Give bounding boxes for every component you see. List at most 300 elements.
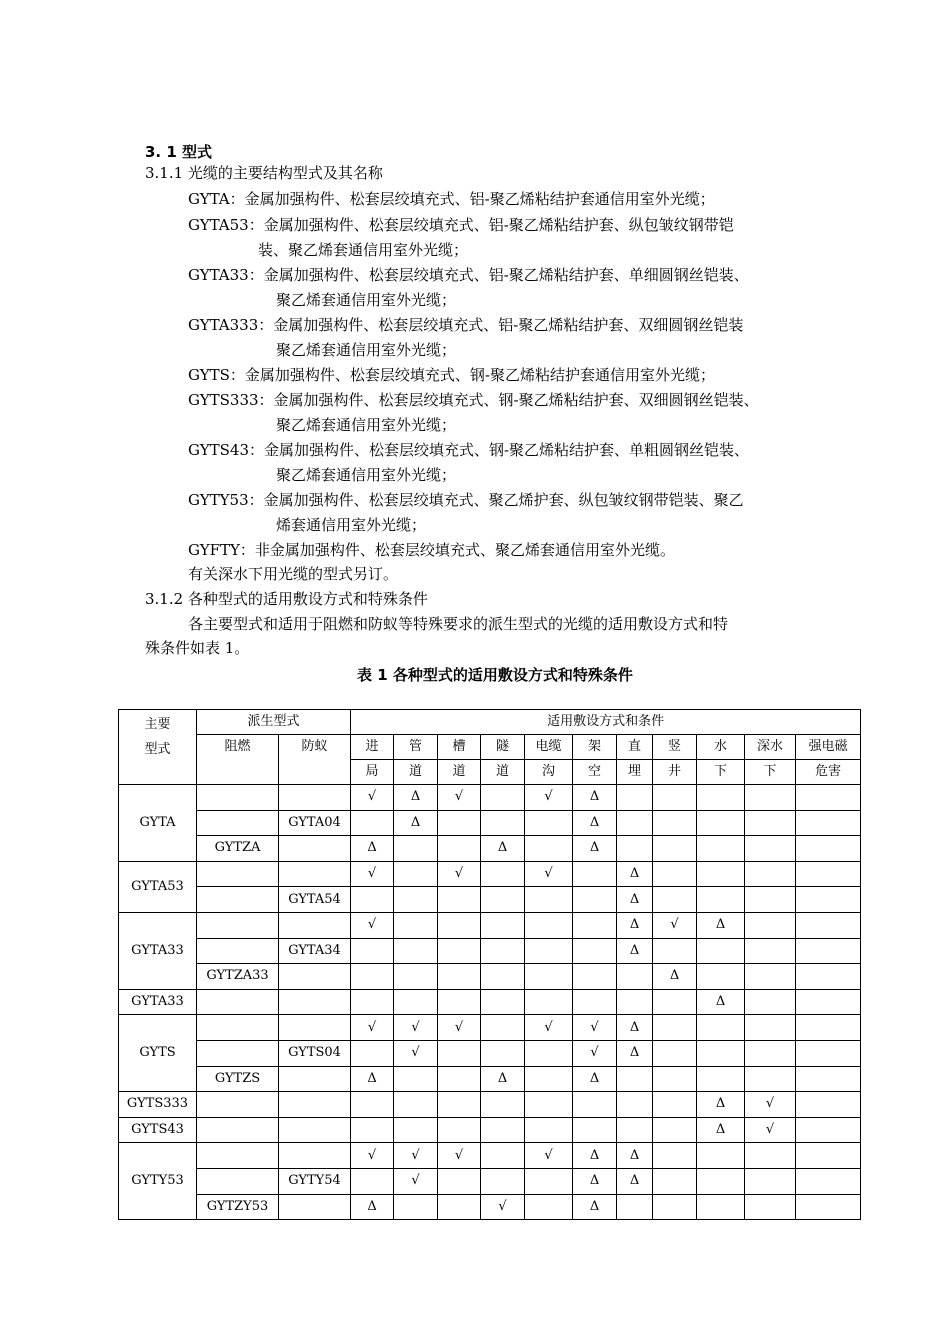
table-row: [119, 989, 861, 1015]
termite-proof-cell: GYTS04: [279, 1040, 351, 1066]
subsection-title-3-1-1: 3.1.1 光缆的主要结构型式及其名称: [145, 164, 383, 182]
method-mark-cell: [745, 1194, 796, 1220]
header-main-type-line2: 型式: [144, 742, 171, 757]
method-mark-cell: Δ: [697, 1117, 745, 1143]
flame-retardant-cell: [197, 1143, 279, 1169]
method-mark-cell: [394, 887, 438, 913]
flame-retardant-cell: [197, 1092, 279, 1118]
method-mark-cell: [745, 1066, 796, 1092]
flame-retardant-cell: [197, 1117, 279, 1143]
method-mark-cell: [481, 810, 525, 836]
method-mark-cell: [697, 861, 745, 887]
method-mark-cell: [481, 989, 525, 1015]
header-termite-proof: 防蚁: [279, 735, 351, 785]
method-mark-cell: [351, 1168, 394, 1194]
cable-type-item-continuation: 烯套通信用室外光缆；: [276, 516, 427, 534]
method-mark-cell: [573, 1117, 617, 1143]
method-mark-cell: √: [351, 1143, 394, 1169]
method-mark-cell: [617, 1117, 653, 1143]
method-mark-cell: [438, 1092, 481, 1118]
flame-retardant-cell: [197, 989, 279, 1015]
method-mark-cell: Δ: [617, 1168, 653, 1194]
main-type-cell: GYTY53: [119, 1143, 197, 1220]
method-mark-cell: [525, 964, 573, 990]
method-mark-cell: √: [394, 1015, 438, 1041]
flame-retardant-cell: [197, 887, 279, 913]
method-mark-cell: [796, 1194, 861, 1220]
method-mark-cell: [796, 810, 861, 836]
method-mark-cell: [394, 1194, 438, 1220]
method-mark-cell: [351, 938, 394, 964]
method-mark-cell: [525, 1092, 573, 1118]
method-mark-cell: [617, 989, 653, 1015]
table-row: [119, 1066, 861, 1092]
method-mark-cell: Δ: [617, 861, 653, 887]
method-mark-cell: Δ: [573, 810, 617, 836]
termite-proof-cell: [279, 1117, 351, 1143]
cable-type-item: GYTS333：金属加强构件、松套层绞填充式、钢-聚乙烯粘结护套、双细圆钢丝铠装、: [188, 391, 759, 409]
note-deepwater: 有关深水下用光缆的型式另订。: [188, 565, 399, 583]
method-mark-cell: Δ: [697, 1092, 745, 1118]
method-mark-cell: Δ: [394, 785, 438, 811]
method-header-line1: 深水: [745, 735, 796, 760]
method-mark-cell: [617, 785, 653, 811]
method-mark-cell: [525, 1066, 573, 1092]
method-mark-cell: [481, 1040, 525, 1066]
method-mark-cell: [745, 861, 796, 887]
cable-type-item: GYTA333：金属加强构件、松套层绞填充式、铝-聚乙烯粘结护套、双细圆钢丝铠装: [188, 316, 744, 334]
cable-type-item: GYTA33：金属加强构件、松套层绞填充式、铝-聚乙烯粘结护套、单细圆钢丝铠装、: [188, 266, 749, 284]
method-mark-cell: [351, 887, 394, 913]
method-mark-cell: [653, 861, 697, 887]
table-row: [119, 887, 861, 913]
method-mark-cell: [438, 1066, 481, 1092]
method-mark-cell: [394, 989, 438, 1015]
method-mark-cell: Δ: [697, 912, 745, 938]
method-header-line2: 道: [481, 760, 525, 785]
method-mark-cell: Δ: [573, 1066, 617, 1092]
laying-method-table: [118, 709, 861, 1220]
method-mark-cell: Δ: [653, 964, 697, 990]
method-mark-cell: √: [438, 1143, 481, 1169]
method-mark-cell: [697, 1066, 745, 1092]
method-header-line1: 电缆: [525, 735, 573, 760]
table-row: [119, 1015, 861, 1041]
method-mark-cell: [653, 1066, 697, 1092]
main-type-cell: GYTS333: [119, 1092, 197, 1118]
method-mark-cell: [653, 785, 697, 811]
method-mark-cell: [573, 989, 617, 1015]
header-main-type: [119, 710, 197, 785]
flame-retardant-cell: [197, 785, 279, 811]
termite-proof-cell: [279, 1066, 351, 1092]
method-mark-cell: [617, 1066, 653, 1092]
method-mark-cell: [573, 861, 617, 887]
method-header-line1: 隧: [481, 735, 525, 760]
method-mark-cell: √: [351, 912, 394, 938]
method-mark-cell: Δ: [481, 836, 525, 862]
method-header-line1: 进: [351, 735, 394, 760]
method-mark-cell: Δ: [617, 938, 653, 964]
method-mark-cell: [394, 1066, 438, 1092]
method-mark-cell: [573, 938, 617, 964]
method-header-line2: 埋: [617, 760, 653, 785]
method-mark-cell: [438, 989, 481, 1015]
method-mark-cell: [745, 1143, 796, 1169]
main-type-cell: GYTA33: [119, 989, 197, 1015]
method-mark-cell: [796, 912, 861, 938]
method-mark-cell: [745, 836, 796, 862]
method-mark-cell: [394, 938, 438, 964]
method-mark-cell: [525, 1194, 573, 1220]
method-mark-cell: [438, 836, 481, 862]
table-row: [119, 1143, 861, 1169]
termite-proof-cell: GYTY54: [279, 1168, 351, 1194]
main-type-cell: GYTS43: [119, 1117, 197, 1143]
method-mark-cell: Δ: [697, 989, 745, 1015]
table-row: [119, 1040, 861, 1066]
method-header-line2: 危害: [796, 760, 861, 785]
method-mark-cell: [481, 1143, 525, 1169]
method-mark-cell: √: [351, 861, 394, 887]
method-header-line2: 空: [573, 760, 617, 785]
table-row: [119, 861, 861, 887]
method-mark-cell: √: [525, 1143, 573, 1169]
method-mark-cell: [796, 1040, 861, 1066]
method-mark-cell: Δ: [394, 810, 438, 836]
method-mark-cell: [796, 1168, 861, 1194]
subsection-title-3-1-2: 3.1.2 各种型式的适用敷设方式和特殊条件: [145, 590, 428, 608]
method-mark-cell: [745, 912, 796, 938]
method-mark-cell: [394, 964, 438, 990]
method-mark-cell: [525, 938, 573, 964]
method-header-line2: 沟: [525, 760, 573, 785]
method-mark-cell: [745, 1168, 796, 1194]
method-mark-cell: [745, 810, 796, 836]
cable-type-item: GYTS：金属加强构件、松套层绞填充式、钢-聚乙烯粘结护套通信用室外光缆；: [188, 366, 715, 384]
method-mark-cell: [796, 1117, 861, 1143]
method-mark-cell: [525, 1040, 573, 1066]
method-mark-cell: [745, 989, 796, 1015]
method-mark-cell: [653, 938, 697, 964]
method-mark-cell: [481, 938, 525, 964]
method-mark-cell: [438, 1040, 481, 1066]
flame-retardant-cell: GYTZA: [197, 836, 279, 862]
flame-retardant-cell: [197, 810, 279, 836]
main-type-cell: GYTA53: [119, 861, 197, 912]
method-mark-cell: [653, 1117, 697, 1143]
method-mark-cell: [525, 912, 573, 938]
method-mark-cell: [394, 836, 438, 862]
method-mark-cell: Δ: [573, 836, 617, 862]
method-mark-cell: [697, 938, 745, 964]
method-mark-cell: √: [394, 1143, 438, 1169]
paragraph-line-1: 各主要型式和适用于阻燃和防蚁等特殊要求的派生型式的光缆的适用敷设方式和特: [188, 615, 729, 633]
method-mark-cell: √: [394, 1168, 438, 1194]
method-mark-cell: Δ: [617, 912, 653, 938]
method-mark-cell: √: [351, 1015, 394, 1041]
main-type-cell: GYTA33: [119, 912, 197, 989]
method-mark-cell: √: [573, 1040, 617, 1066]
method-mark-cell: [653, 1143, 697, 1169]
method-mark-cell: [573, 1092, 617, 1118]
method-mark-cell: [438, 938, 481, 964]
method-mark-cell: [745, 964, 796, 990]
table-row: [119, 1194, 861, 1220]
table-row: [119, 912, 861, 938]
cable-type-item-continuation: 装、聚乙烯套通信用室外光缆；: [258, 241, 469, 259]
method-mark-cell: [697, 887, 745, 913]
method-mark-cell: [394, 1117, 438, 1143]
method-mark-cell: [617, 1194, 653, 1220]
method-mark-cell: Δ: [573, 1143, 617, 1169]
method-mark-cell: [697, 964, 745, 990]
method-mark-cell: [525, 810, 573, 836]
method-mark-cell: √: [745, 1117, 796, 1143]
method-mark-cell: [697, 1040, 745, 1066]
method-header-line2: 局: [351, 760, 394, 785]
cable-type-item-continuation: 聚乙烯套通信用室外光缆；: [276, 466, 457, 484]
method-mark-cell: [438, 810, 481, 836]
cable-type-item: GYFTY：非金属加强构件、松套层绞填充式、聚乙烯套通信用室外光缆。: [188, 541, 675, 559]
method-mark-cell: [525, 887, 573, 913]
header-laying-methods: 适用敷设方式和条件: [351, 710, 861, 735]
method-mark-cell: [796, 1143, 861, 1169]
method-mark-cell: √: [525, 785, 573, 811]
method-mark-cell: [796, 989, 861, 1015]
method-mark-cell: [525, 989, 573, 1015]
method-mark-cell: [745, 785, 796, 811]
method-mark-cell: [617, 1092, 653, 1118]
table-caption: 表 1 各种型式的适用敷设方式和特殊条件: [357, 666, 633, 684]
method-mark-cell: [481, 1117, 525, 1143]
method-mark-cell: Δ: [351, 1194, 394, 1220]
termite-proof-cell: [279, 1092, 351, 1118]
cable-type-item: GYTS43：金属加强构件、松套层绞填充式、钢-聚乙烯粘结护套、单粗圆钢丝铠装、: [188, 441, 750, 459]
method-mark-cell: [653, 1015, 697, 1041]
termite-proof-cell: [279, 861, 351, 887]
termite-proof-cell: [279, 1194, 351, 1220]
method-mark-cell: [481, 785, 525, 811]
main-type-cell: GYTA: [119, 785, 197, 862]
method-mark-cell: [653, 1040, 697, 1066]
cable-type-item-continuation: 聚乙烯套通信用室外光缆；: [276, 416, 457, 434]
method-header-line2: 井: [653, 760, 697, 785]
cable-type-item: GYTY53：金属加强构件、松套层绞填充式、聚乙烯护套、纵包皱纹钢带铠装、聚乙: [188, 491, 744, 509]
method-mark-cell: Δ: [617, 887, 653, 913]
method-mark-cell: [438, 1117, 481, 1143]
method-mark-cell: Δ: [573, 785, 617, 811]
method-mark-cell: √: [573, 1015, 617, 1041]
method-mark-cell: [697, 810, 745, 836]
method-mark-cell: [697, 1168, 745, 1194]
method-mark-cell: [653, 989, 697, 1015]
method-mark-cell: [653, 1194, 697, 1220]
section-heading: 3. 1 型式: [145, 143, 213, 161]
method-mark-cell: [617, 964, 653, 990]
method-mark-cell: [351, 1092, 394, 1118]
method-mark-cell: [351, 989, 394, 1015]
flame-retardant-cell: [197, 912, 279, 938]
header-main-type-line1: 主要: [144, 717, 171, 732]
method-mark-cell: √: [653, 912, 697, 938]
method-mark-cell: [653, 810, 697, 836]
method-mark-cell: √: [351, 785, 394, 811]
method-mark-cell: [796, 938, 861, 964]
method-mark-cell: Δ: [573, 1194, 617, 1220]
method-mark-cell: √: [525, 1015, 573, 1041]
termite-proof-cell: GYTA34: [279, 938, 351, 964]
method-mark-cell: √: [481, 1194, 525, 1220]
method-mark-cell: Δ: [617, 1040, 653, 1066]
termite-proof-cell: [279, 1015, 351, 1041]
method-mark-cell: [796, 887, 861, 913]
table-row: [119, 1117, 861, 1143]
method-mark-cell: [653, 1168, 697, 1194]
method-mark-cell: [351, 810, 394, 836]
method-mark-cell: [796, 836, 861, 862]
method-mark-cell: [745, 1040, 796, 1066]
method-mark-cell: [653, 887, 697, 913]
method-header-line2: 道: [394, 760, 438, 785]
method-mark-cell: [525, 836, 573, 862]
method-mark-cell: √: [745, 1092, 796, 1118]
termite-proof-cell: [279, 785, 351, 811]
method-mark-cell: [573, 912, 617, 938]
method-mark-cell: [617, 836, 653, 862]
method-header-line1: 水: [697, 735, 745, 760]
table-row: [119, 785, 861, 811]
method-header-line2: 道: [438, 760, 481, 785]
termite-proof-cell: [279, 989, 351, 1015]
header-derived-type: 派生型式: [197, 710, 351, 735]
method-mark-cell: Δ: [573, 1168, 617, 1194]
method-mark-cell: [438, 964, 481, 990]
method-mark-cell: [697, 785, 745, 811]
method-mark-cell: [697, 1194, 745, 1220]
termite-proof-cell: [279, 964, 351, 990]
method-mark-cell: [796, 1015, 861, 1041]
method-mark-cell: [481, 861, 525, 887]
method-mark-cell: [573, 964, 617, 990]
cable-type-item: GYTA53：金属加强构件、松套层绞填充式、铝-聚乙烯粘结护套、纵包皱纹钢带铠: [188, 216, 734, 234]
method-mark-cell: [394, 861, 438, 887]
method-mark-cell: [745, 938, 796, 964]
flame-retardant-cell: [197, 1040, 279, 1066]
termite-proof-cell: GYTA54: [279, 887, 351, 913]
header-row-1: [119, 710, 861, 735]
flame-retardant-cell: GYTZS: [197, 1066, 279, 1092]
method-mark-cell: √: [438, 861, 481, 887]
cable-type-item-continuation: 聚乙烯套通信用室外光缆；: [276, 341, 457, 359]
method-mark-cell: [573, 887, 617, 913]
method-mark-cell: √: [394, 1040, 438, 1066]
method-mark-cell: Δ: [481, 1066, 525, 1092]
method-header-line1: 竖: [653, 735, 697, 760]
method-mark-cell: [481, 964, 525, 990]
flame-retardant-cell: GYTZY53: [197, 1194, 279, 1220]
main-type-cell: GYTS: [119, 1015, 197, 1092]
method-header-line1: 直: [617, 735, 653, 760]
method-mark-cell: [351, 1040, 394, 1066]
flame-retardant-cell: [197, 938, 279, 964]
method-mark-cell: [525, 1168, 573, 1194]
method-mark-cell: Δ: [351, 836, 394, 862]
method-header-line2: 下: [697, 760, 745, 785]
method-mark-cell: [438, 887, 481, 913]
header-row-2: [119, 735, 861, 760]
method-mark-cell: [481, 1015, 525, 1041]
method-mark-cell: [745, 1015, 796, 1041]
table-row: [119, 964, 861, 990]
method-mark-cell: [796, 861, 861, 887]
method-header-line1: 管: [394, 735, 438, 760]
method-mark-cell: [796, 1092, 861, 1118]
termite-proof-cell: GYTA04: [279, 810, 351, 836]
table-row: [119, 1092, 861, 1118]
method-mark-cell: [525, 1117, 573, 1143]
method-mark-cell: √: [438, 1015, 481, 1041]
table-row: [119, 810, 861, 836]
header-flame-retardant: 阻燃: [197, 735, 279, 785]
method-mark-cell: Δ: [351, 1066, 394, 1092]
method-mark-cell: [653, 836, 697, 862]
cable-type-item: GYTA：金属加强构件、松套层绞填充式、铝-聚乙烯粘结护套通信用室外光缆；: [188, 190, 715, 208]
method-mark-cell: [394, 912, 438, 938]
method-mark-cell: [697, 836, 745, 862]
termite-proof-cell: [279, 912, 351, 938]
method-mark-cell: [481, 1092, 525, 1118]
method-mark-cell: [438, 1168, 481, 1194]
method-mark-cell: [796, 1066, 861, 1092]
cable-type-item-continuation: 聚乙烯套通信用室外光缆；: [276, 291, 457, 309]
method-header-line1: 强电磁: [796, 735, 861, 760]
termite-proof-cell: [279, 1143, 351, 1169]
termite-proof-cell: [279, 836, 351, 862]
method-header-line1: 架: [573, 735, 617, 760]
method-mark-cell: [796, 964, 861, 990]
method-mark-cell: Δ: [617, 1143, 653, 1169]
paragraph-line-2: 殊条件如表 1。: [145, 639, 250, 657]
method-mark-cell: [697, 1015, 745, 1041]
method-mark-cell: [351, 964, 394, 990]
flame-retardant-cell: [197, 861, 279, 887]
method-mark-cell: [351, 1117, 394, 1143]
method-header-line1: 槽: [438, 735, 481, 760]
flame-retardant-cell: [197, 1015, 279, 1041]
table-row: [119, 836, 861, 862]
method-mark-cell: [697, 1143, 745, 1169]
method-mark-cell: Δ: [617, 1015, 653, 1041]
method-mark-cell: [796, 785, 861, 811]
method-mark-cell: √: [525, 861, 573, 887]
method-mark-cell: [653, 1092, 697, 1118]
table-row: [119, 938, 861, 964]
method-mark-cell: [438, 912, 481, 938]
method-mark-cell: [481, 887, 525, 913]
method-mark-cell: [745, 887, 796, 913]
method-mark-cell: [481, 912, 525, 938]
table-row: [119, 1168, 861, 1194]
method-mark-cell: [617, 810, 653, 836]
flame-retardant-cell: [197, 1168, 279, 1194]
flame-retardant-cell: GYTZA33: [197, 964, 279, 990]
method-mark-cell: √: [438, 785, 481, 811]
method-mark-cell: [481, 1168, 525, 1194]
method-mark-cell: [438, 1194, 481, 1220]
method-header-line2: 下: [745, 760, 796, 785]
method-mark-cell: [394, 1092, 438, 1118]
